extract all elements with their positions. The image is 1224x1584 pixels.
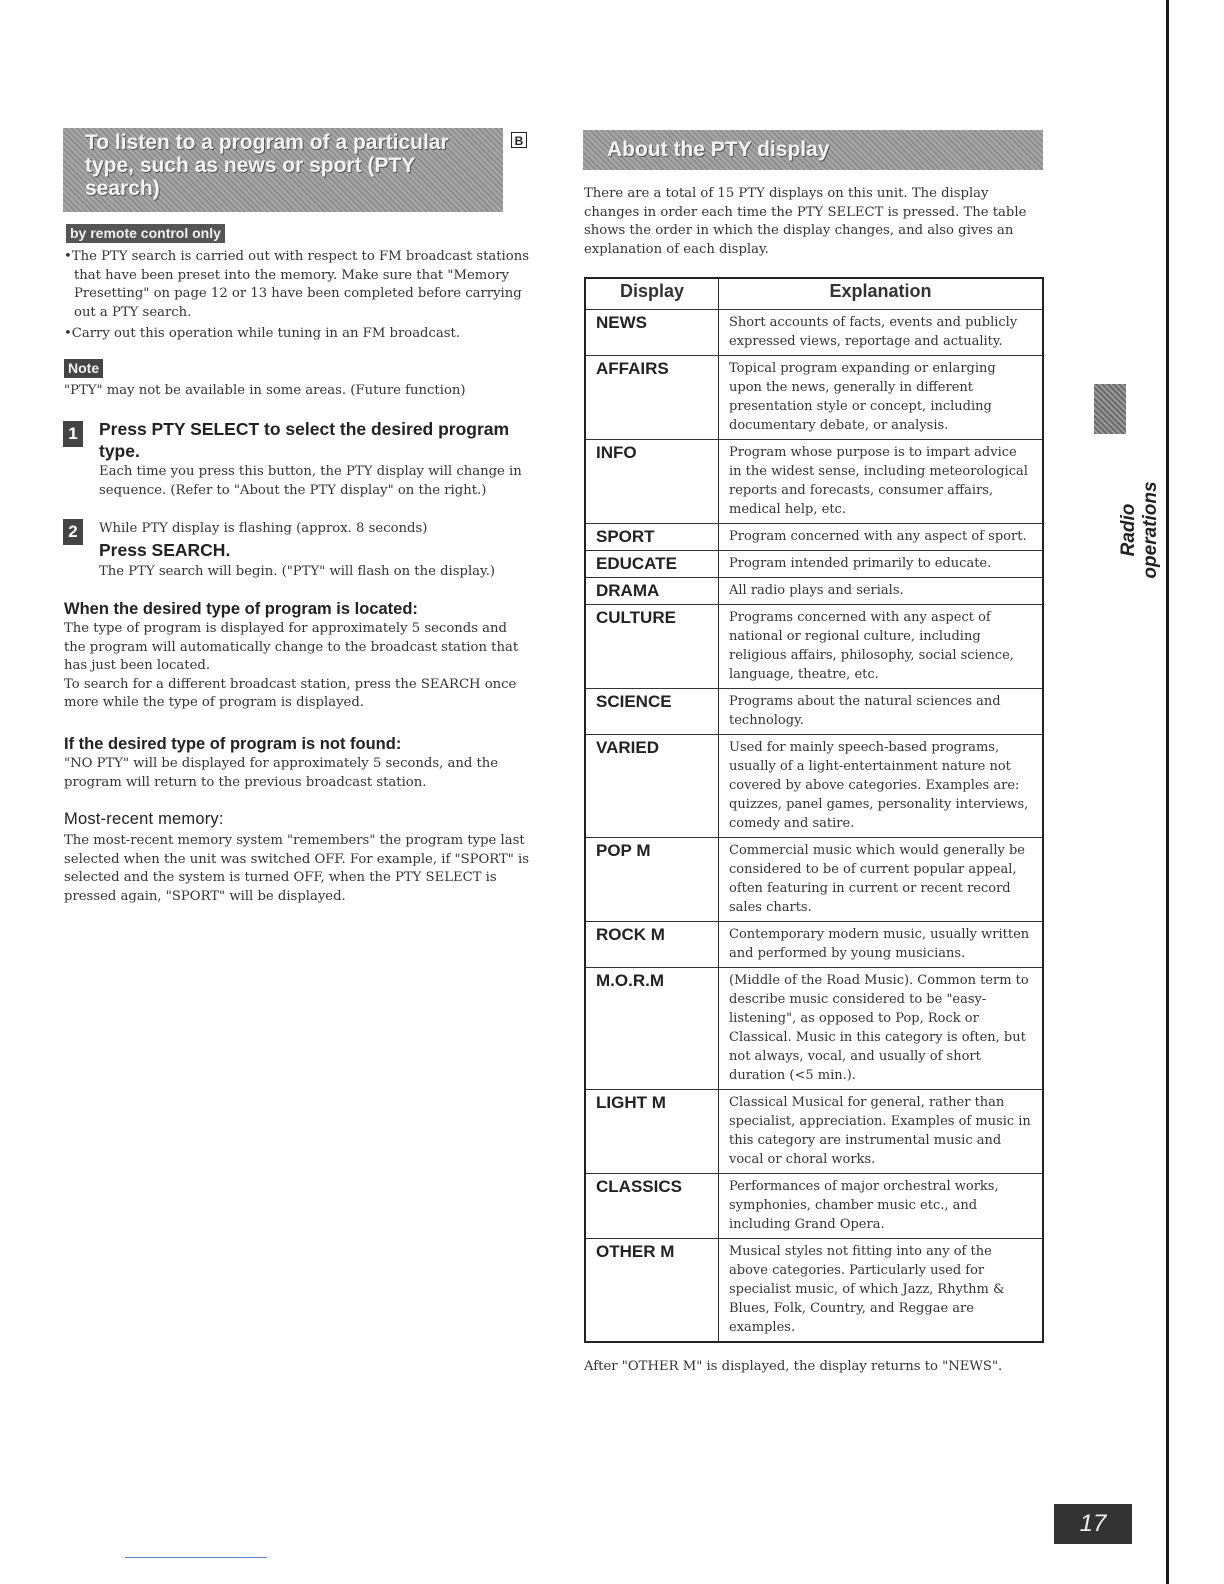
- pty-display-intro: There are a total of 15 PTY displays on this unit. The display changes in order each time the PTY SELECT is pressed. The table shows the order in which the display changes, and also gives an explanation of each display.: [584, 186, 1027, 257]
- explanation-cell: Program intended primarily to educate.: [719, 551, 1044, 578]
- table-row: [585, 440, 1043, 524]
- step-2-body: The PTY search will begin. ("PTY" will flash on the display.): [99, 564, 496, 579]
- table-row: [585, 1174, 1043, 1239]
- table-row: [585, 1239, 1043, 1343]
- column-header-explanation: Explanation: [719, 278, 1044, 310]
- note-text: "PTY" may not be available in some areas. (Future function): [64, 383, 466, 398]
- not-found-heading: If the desired type of program is not found:: [64, 735, 402, 753]
- table-row: [585, 968, 1043, 1090]
- explanation-cell: Performances of major orchestral works, symphonies, chamber music etc., and including Grand Opera.: [719, 1174, 1044, 1239]
- found-body-paragraph-2: To search for a different broadcast station, press the SEARCH once more while the type of program is displayed.: [64, 676, 517, 710]
- pty-search-section-banner: To listen to a program of a particular type, such as news or sport (PTY search): [63, 128, 503, 212]
- display-cell: INFO: [585, 440, 719, 524]
- column-header-display: Display: [585, 278, 719, 310]
- display-cell: CULTURE: [585, 605, 719, 689]
- table-row: [585, 838, 1043, 922]
- explanation-cell: Programs about the natural sciences and technology.: [719, 689, 1044, 735]
- explanation-cell: Contemporary modern music, usually written and performed by young musicians.: [719, 922, 1044, 968]
- table-row: [585, 310, 1043, 356]
- table-row: [585, 1090, 1043, 1174]
- table-row: [585, 551, 1043, 578]
- table-row: [585, 578, 1043, 605]
- display-cell: ROCK M: [585, 922, 719, 968]
- display-cell: DRAMA: [585, 578, 719, 605]
- step-1-body: Each time you press this button, the PTY display will change in sequence. (Refer to "About the PTY display" on the right.): [99, 464, 522, 498]
- bullet-tune-fm: •Carry out this operation while tuning in an FM broadcast.: [64, 326, 461, 341]
- found-heading: When the desired type of program is located:: [64, 600, 418, 618]
- display-cell: SCIENCE: [585, 689, 719, 735]
- display-cell: LIGHT M: [585, 1090, 719, 1174]
- step-2-precondition: While PTY display is flashing (approx. 8 seconds): [99, 521, 428, 536]
- table-row: [585, 605, 1043, 689]
- memory-heading: Most-recent memory:: [64, 810, 224, 828]
- memory-body: The most-recent memory system "remembers" the program type last selected when the unit was switched OFF. For example, if "SPORT" is selected and the system is turned OFF, when the PTY SELECT is pressed again, "SPORT" will be displayed.: [64, 833, 530, 904]
- explanation-cell: Classical Musical for general, rather than specialist, appreciation. Examples of music in this category are instrumental music and vocal or choral works.: [719, 1090, 1044, 1174]
- found-body: [64, 620, 530, 713]
- explanation-cell: Programs concerned with any aspect of national or regional culture, including religious affairs, philosophy, social science, language, theatre, etc.: [719, 605, 1044, 689]
- display-cell: OTHER M: [585, 1239, 719, 1343]
- step-2-number: 2: [63, 519, 83, 545]
- table-header-row: [585, 278, 1043, 310]
- display-cell: CLASSICS: [585, 1174, 719, 1239]
- step-1-heading: Press PTY SELECT to select the desired program type.: [99, 419, 510, 461]
- not-found-body: "NO PTY" will be displayed for approximately 5 seconds, and the program will return to the previous broadcast station.: [64, 756, 499, 790]
- found-body-paragraph-1: The type of program is displayed for approximately 5 seconds and the program will automatically change to the broadcast station that has just been located.: [64, 621, 519, 673]
- bullet-preset-requirement: •The PTY search is carried out with respect to FM broadcast stations that have been preset into the memory. Make sure that "Memory Presetting" on page 12 or 13 have been completed before carrying out a PTY search.: [64, 249, 529, 320]
- explanation-cell: Commercial music which would generally be considered to be of current popular appeal, often featuring in current or recent record sales charts.: [719, 838, 1044, 922]
- step-2-heading: Press SEARCH.: [99, 540, 231, 560]
- pty-display-section-banner: About the PTY display: [583, 130, 1043, 170]
- section-side-label: Radio operations: [1118, 481, 1161, 579]
- display-cell: EDUCATE: [585, 551, 719, 578]
- explanation-cell: All radio plays and serials.: [719, 578, 1044, 605]
- note-tag: Note: [64, 359, 103, 378]
- display-cell: POP M: [585, 838, 719, 922]
- table-row: [585, 689, 1043, 735]
- explanation-cell: Program concerned with any aspect of sport.: [719, 524, 1044, 551]
- page-edge-rule: [1166, 0, 1169, 1584]
- table-row: [585, 735, 1043, 838]
- explanation-cell: (Middle of the Road Music). Common term to describe music considered to be "easy-listening", as opposed to Pop, Rock or Classical. Music in this category is often, but not always, vocal, and usually of short duration (<5 min.).: [719, 968, 1044, 1090]
- language-badge: B: [511, 132, 527, 148]
- table-row: [585, 922, 1043, 968]
- table-row: [585, 356, 1043, 440]
- display-cell: VARIED: [585, 735, 719, 838]
- display-cell: AFFAIRS: [585, 356, 719, 440]
- explanation-cell: Musical styles not fitting into any of the above categories. Particularly used for specialist music, of which Jazz, Rhythm & Blues, Folk, Country, and Reggae are examples.: [719, 1239, 1044, 1343]
- explanation-cell: Program whose purpose is to impart advice in the widest sense, including meteorological reports and forecasts, consumer affairs, medical help, etc.: [719, 440, 1044, 524]
- explanation-cell: Topical program expanding or enlarging upon the news, generally in different presentation style or concept, including documentary debate, or analysis.: [719, 356, 1044, 440]
- display-cell: M.O.R.M: [585, 968, 719, 1090]
- section-thumb-tab: [1094, 384, 1126, 434]
- display-cell: SPORT: [585, 524, 719, 551]
- remote-only-tag: by remote control only: [66, 224, 225, 243]
- step-1-number: 1: [63, 421, 83, 447]
- explanation-cell: Short accounts of facts, events and publicly expressed views, reportage and actuality.: [719, 310, 1044, 356]
- page-number: 17: [1054, 1504, 1132, 1544]
- display-cell: NEWS: [585, 310, 719, 356]
- explanation-cell: Used for mainly speech-based programs, usually of a light-entertainment nature not covered by above categories. Examples are: quizzes, panel games, personality interviews, comedy and satire.: [719, 735, 1044, 838]
- table-row: [585, 524, 1043, 551]
- display-cycle-note: After "OTHER M" is displayed, the display returns to "NEWS".: [584, 1359, 1003, 1374]
- pty-display-table: [584, 277, 1044, 1343]
- bottom-rule: [125, 1557, 267, 1558]
